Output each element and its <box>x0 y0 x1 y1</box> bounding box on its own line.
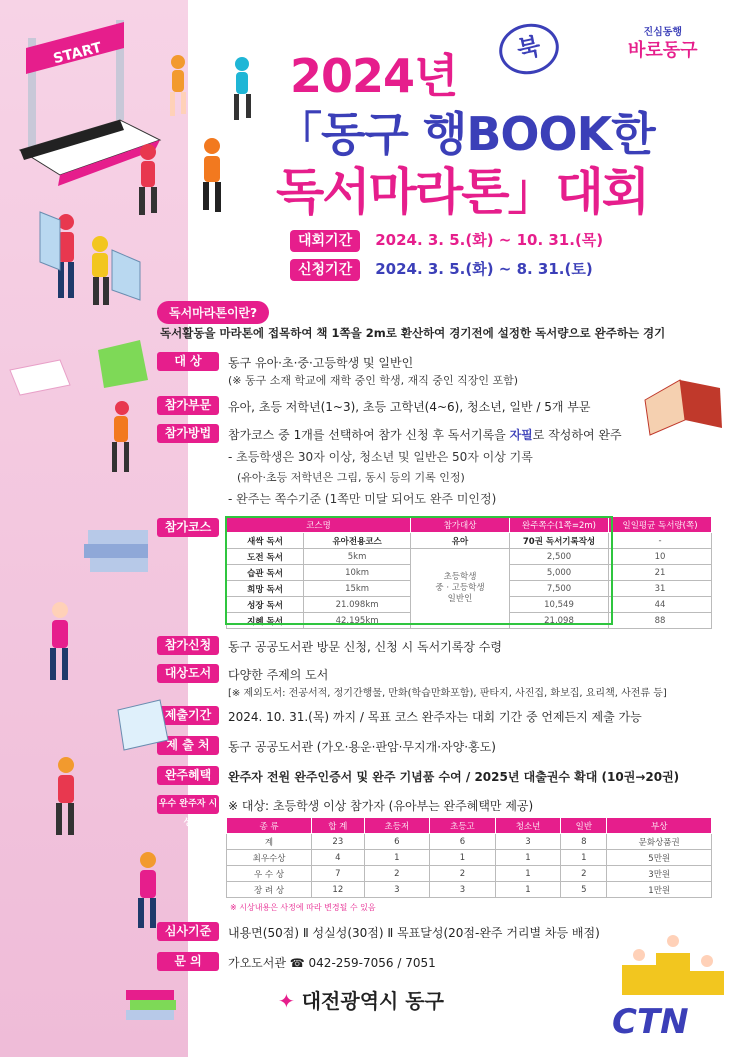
course-dist: 유아전용코스 <box>304 533 411 549</box>
prize-cell: 3만원 <box>607 866 712 882</box>
ctn-logo: CTN <box>612 1002 689 1042</box>
runners-illustration <box>0 0 290 310</box>
method-text <box>228 426 622 443</box>
course-header-daily: 일일평균 독서량(쪽) <box>609 517 712 533</box>
course-pages: 21,098 <box>510 613 609 629</box>
prize-cell: 2 <box>430 866 496 882</box>
course-daily: 31 <box>609 581 712 597</box>
prize-cell: 문화상품권 <box>607 834 712 850</box>
prize-cell: 6 <box>364 834 430 850</box>
course-header-name: 코스명 <box>227 517 411 533</box>
label-method: 참가방법 <box>157 424 219 443</box>
method-sub-3: - 완주는 쪽수기준 (1쪽만 미달 되어도 완주 미인정) <box>228 492 497 506</box>
prize-cell: 12 <box>312 882 364 898</box>
table-row <box>227 882 712 898</box>
course-daily: 44 <box>609 597 712 613</box>
prize-header: 합 계 <box>312 818 364 834</box>
label-prize: 우수 완주자 시상 <box>157 795 219 814</box>
prize-cell: 3 <box>430 882 496 898</box>
brand-slogan: 진심동행 <box>643 27 683 38</box>
course-target-kid: 유아 <box>411 533 510 549</box>
course-dist: 10km <box>304 565 411 581</box>
table-row <box>227 834 712 850</box>
podium-illustration <box>610 925 740 1005</box>
prize-cell: 1 <box>495 850 561 866</box>
course-pages: 5,000 <box>510 565 609 581</box>
label-place: 제 출 처 <box>157 736 219 755</box>
prize-cell: 2 <box>364 866 430 882</box>
prize-header: 초등고 <box>430 818 496 834</box>
prize-text: ※ 대상: 초등학생 이상 참가자 (유아부는 완주혜택만 제공) <box>228 799 534 813</box>
method-sub-2: (유아·초등 저학년은 그림, 동시 등의 기록 인정) <box>237 471 465 484</box>
prize-header: 초등저 <box>364 818 430 834</box>
title-year: 2024년 <box>290 49 458 103</box>
course-daily: 21 <box>609 565 712 581</box>
place-text: 동구 공공도서관 (가오·용운·판암·무지개·자양·홍도) <box>228 740 496 754</box>
course-dist: 21.098km <box>304 597 411 613</box>
course-name: 지혜 독서 <box>227 613 304 629</box>
course-header-pages: 완주쪽수(1쪽=2m) <box>510 517 609 533</box>
division-text: 유아, 초등 저학년(1~3), 초등 고학년(4~6), 청소년, 일반 / 5개 부문 <box>228 400 591 414</box>
org-logo <box>278 985 444 1014</box>
apply-text: 동구 공공도서관 방문 신청, 신청 시 독서기록장 수령 <box>228 640 502 654</box>
left-illustrations <box>0 320 190 1040</box>
period-apply-label: 신청기간 <box>290 259 360 281</box>
prize-cell: 4 <box>312 850 364 866</box>
prize-header: 일반 <box>561 818 607 834</box>
runner-figure <box>56 757 74 835</box>
intro-answer: 독서활동을 마라톤에 접목하여 책 1쪽을 2m로 환산하여 경기전에 설정한 독서량으로 완주하는 경기 <box>160 326 666 340</box>
book-stack-icon <box>84 530 148 572</box>
prize-table <box>226 817 712 898</box>
org-emblem-icon: ✦ <box>278 989 295 1013</box>
prize-cell: 5 <box>561 882 607 898</box>
label-criteria: 심사기준 <box>157 922 219 941</box>
title-line-3: 독서마라톤」대회 <box>276 163 649 221</box>
open-book-icon <box>640 370 730 440</box>
target-sub: (※ 동구 소재 학교에 재학 중인 학생, 재직 중인 직장인 포함) <box>228 374 519 387</box>
label-benefit: 완주혜택 <box>157 766 219 785</box>
brand-logo <box>628 24 698 60</box>
title-line-2: 「동구 행BOOK한 <box>276 107 655 161</box>
prize-cell: 3 <box>364 882 430 898</box>
book-badge: 북 <box>494 18 563 79</box>
method-sub-1: - 초등학생은 30자 이상, 청소년 및 일반은 50자 이상 기록 <box>228 450 533 464</box>
books-sub: [※ 제외도서: 전공서적, 정기간행물, 만화(학습만화포함), 판타지, 사진집, 화보집, 요리책, 사전류 등] <box>228 688 667 699</box>
prize-cell: 계 <box>227 834 312 850</box>
prize-cell: 1 <box>364 850 430 866</box>
runner-figure <box>138 852 156 928</box>
label-books: 대상도서 <box>157 664 219 683</box>
course-pages: 2,500 <box>510 549 609 565</box>
label-apply: 참가신청 <box>157 636 219 655</box>
prize-cell: 장 려 상 <box>227 882 312 898</box>
criteria-text: 내용면(50점) Ⅱ 성실성(30점) Ⅱ 목표달성(20점-완주 거리별 차등 배점) <box>228 926 600 940</box>
course-daily: 10 <box>609 549 712 565</box>
course-target-rest: 초등학생 중 · 고등학생 일반인 <box>411 549 510 629</box>
course-pages: 70권 독서기록작성 <box>510 533 609 549</box>
course-name: 도전 독서 <box>227 549 304 565</box>
course-dist: 15km <box>304 581 411 597</box>
brand-name: 바로동구 <box>628 40 698 61</box>
course-name: 성장 독서 <box>227 597 304 613</box>
prize-cell: 2 <box>561 866 607 882</box>
course-header-target: 참가대상 <box>411 517 510 533</box>
course-name: 새싹 독서 <box>227 533 304 549</box>
start-sign-text: START <box>51 39 104 68</box>
contact-text: 가오도서관 ☎ 042-259-7056 / 7051 <box>228 956 436 970</box>
prize-cell: 1 <box>561 850 607 866</box>
prize-header: 부상 <box>607 818 712 834</box>
method-text-post: 로 작성하여 완주 <box>532 428 622 442</box>
book-stack-icon <box>126 990 176 1020</box>
label-division: 참가부문 <box>157 396 219 415</box>
prize-cell: 6 <box>430 834 496 850</box>
prize-cell: 5만원 <box>607 850 712 866</box>
label-deadline: 제출기간 <box>157 706 219 725</box>
prize-cell: 1 <box>495 882 561 898</box>
runner-figure <box>50 602 68 680</box>
benefit-text: 완주자 전원 완주인증서 및 완주 기념품 수여 / 2025년 대출권수 확대 (10권→20권) <box>228 770 680 784</box>
prize-cell: 3 <box>495 834 561 850</box>
prize-cell: 최우수상 <box>227 850 312 866</box>
target-text: 동구 유아·초·중·고등학생 및 일반인 <box>228 356 414 370</box>
intro-question: 독서마라톤이란? <box>157 301 269 324</box>
period-contest-value: 2024. 3. 5.(화) ~ 10. 31.(목) <box>375 231 604 249</box>
table-row <box>227 850 712 866</box>
method-text-pre: 참가코스 중 1개를 선택하여 참가 신청 후 독서기록을 <box>228 428 510 442</box>
prize-cell: 7 <box>312 866 364 882</box>
course-pages: 7,500 <box>510 581 609 597</box>
course-name: 희망 독서 <box>227 581 304 597</box>
period-contest-label: 대회기간 <box>290 230 360 252</box>
prize-cell: 8 <box>561 834 607 850</box>
period-apply <box>290 258 593 279</box>
prize-cell: 1 <box>430 850 496 866</box>
prize-header: 청소년 <box>495 818 561 834</box>
runner-figure <box>112 401 129 472</box>
table-row <box>227 866 712 882</box>
course-pages: 10,549 <box>510 597 609 613</box>
course-daily: 88 <box>609 613 712 629</box>
course-highlight-box <box>225 516 613 625</box>
course-daily: - <box>609 533 712 549</box>
period-apply-value: 2024. 3. 5.(화) ~ 8. 31.(토) <box>375 260 593 278</box>
deadline-text: 2024. 10. 31.(목) 까지 / 목표 코스 완주자는 대회 기간 중 언제든지 제출 가능 <box>228 710 642 724</box>
org-name: 대전광역시 동구 <box>301 989 444 1013</box>
label-course: 참가코스 <box>157 518 219 537</box>
period-contest <box>290 229 603 250</box>
label-target: 대 상 <box>157 352 219 371</box>
label-contact: 문 의 <box>157 952 219 971</box>
prize-note: ※ 시상내용은 사정에 따라 변경될 수 있음 <box>230 903 376 912</box>
prize-cell: 1만원 <box>607 882 712 898</box>
course-name: 습관 독서 <box>227 565 304 581</box>
prize-cell: 우 수 상 <box>227 866 312 882</box>
method-text-highlight: 자필 <box>509 428 533 442</box>
course-dist: 5km <box>304 549 411 565</box>
course-dist: 42.195km <box>304 613 411 629</box>
books-text: 다양한 주제의 도서 <box>228 668 329 682</box>
prize-cell: 23 <box>312 834 364 850</box>
prize-cell: 1 <box>495 866 561 882</box>
prize-header: 종 류 <box>227 818 312 834</box>
